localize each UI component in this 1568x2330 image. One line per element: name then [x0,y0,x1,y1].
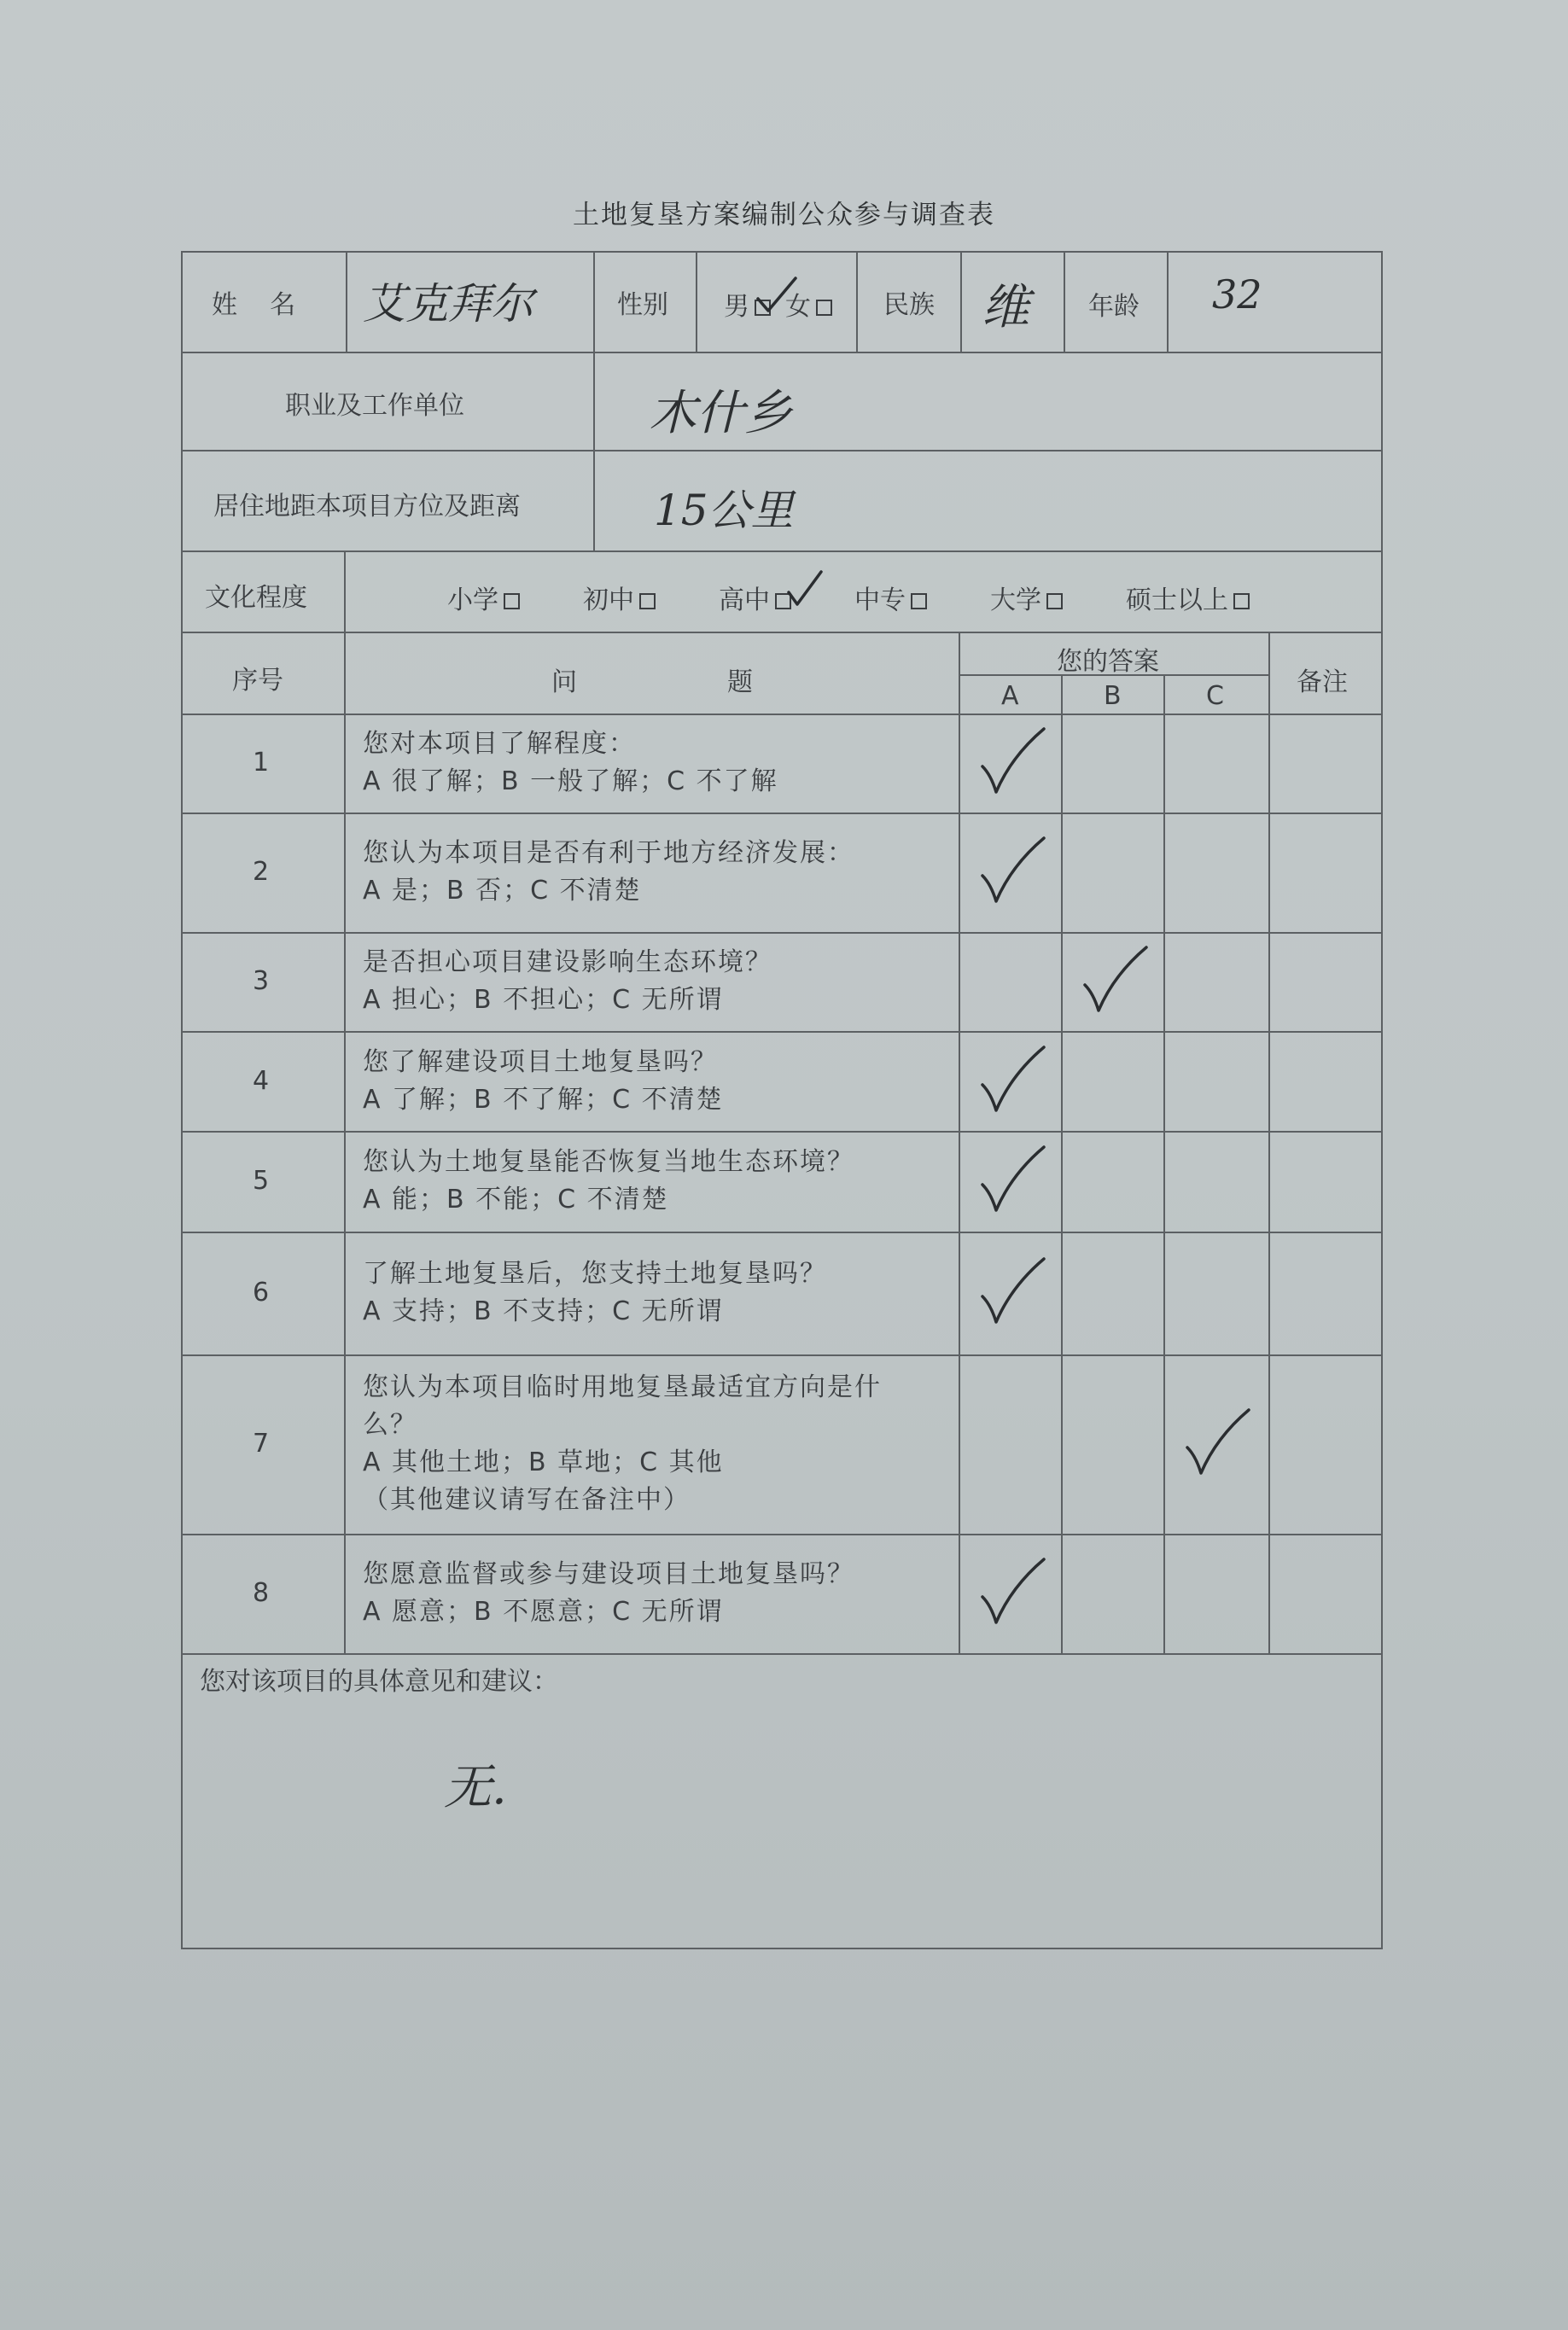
notes-header: 备注 [1297,667,1348,697]
rule [181,1653,1383,1655]
rule [1268,632,1270,1653]
gender-label: 性别 [617,290,668,320]
question-header-a: 问 [551,667,577,697]
answer-check-mark[interactable] [1076,941,1153,1017]
gender-female-checkbox[interactable] [816,300,832,316]
ethnic-label: 民族 [883,290,935,320]
suggestion-value[interactable]: 无. [444,1760,507,1815]
rule [960,251,962,352]
edu-option-label: 高中 [719,585,770,615]
col-a-header: A [1001,681,1019,711]
edu-option-label: 大学 [990,585,1041,615]
answer-check-mark[interactable] [1179,1403,1256,1480]
distance-label: 居住地距本项目方位及距离 [213,492,521,521]
edu-checkbox[interactable] [1046,593,1063,609]
question-text: A 其他土地；B 草地；C 其他 [363,1448,724,1477]
edu-checkbox[interactable] [504,593,520,609]
col-c-header: C [1206,681,1224,711]
question-text: A 支持；B 不支持；C 无所谓 [363,1296,724,1326]
name-value: 艾克拜尔 [363,279,533,329]
rule [856,251,858,352]
edu-option-junior[interactable] [583,579,656,616]
ethnic-value: 维 [982,280,1029,335]
answers-header: 您的答案 [1057,647,1159,677]
gender-female-label: 女 [785,292,811,322]
question-text: 您愿意监督或参与建设项目土地复垦吗？ [363,1559,854,1589]
rule [696,251,697,352]
gender-male-label: 男 [724,292,749,322]
question-text: 么？ [363,1410,417,1440]
rule [1381,251,1383,1949]
question-text: A 愿意；B 不愿意；C 无所谓 [363,1597,724,1627]
rule [1167,251,1169,352]
question-number: 1 [253,748,270,778]
edu-option-college[interactable] [990,579,1063,616]
question-text: A 是；B 否；C 不清楚 [363,876,642,906]
answer-check-mark[interactable] [974,722,1051,799]
name-label: 姓 名 [212,290,296,320]
question-text: 您了解建设项目土地复垦吗？ [363,1046,718,1077]
question-text: 您对本项目了解程度： [363,729,636,759]
rule [181,813,1383,814]
edu-option-vocational[interactable] [854,579,927,616]
rule [1163,674,1165,1653]
edu-senior-check-mark [784,567,826,615]
question-number: 4 [253,1065,270,1096]
rule [181,1232,1383,1233]
rule [181,450,1383,451]
question-text: A 很了解；B 一般了解；C 不了解 [363,766,778,796]
rule [1064,251,1065,352]
edu-option-label: 初中 [583,585,634,615]
edu-option-senior[interactable] [719,579,791,616]
rule [181,1031,1383,1033]
question-text: A 担心；B 不担心；C 无所谓 [363,985,724,1015]
question-text: A 了解；B 不了解；C 不清楚 [363,1084,724,1115]
rule [346,251,347,352]
edu-label: 文化程度 [205,583,307,613]
rule [181,714,1383,715]
question-text: 是否担心项目建设影响生态环境？ [363,947,772,977]
job-label: 职业及工作单位 [285,391,464,421]
question-text: 您认为本项目是否有利于地方经济发展： [363,838,854,868]
answer-check-mark[interactable] [974,1252,1051,1329]
rule [181,1131,1383,1133]
question-number: 2 [253,857,270,887]
distance-value: 15公里 [654,486,794,535]
edu-option-primary[interactable] [447,579,520,616]
answer-check-mark[interactable] [974,831,1051,908]
edu-option-label: 小学 [447,585,498,615]
question-number: 7 [253,1429,270,1459]
answer-check-mark[interactable] [974,1140,1051,1217]
age-label: 年龄 [1088,292,1140,322]
rule [344,550,346,632]
question-number: 5 [253,1166,270,1196]
question-text: 您认为本项目临时用地复垦最适宜方向是什 [363,1372,882,1402]
edu-checkbox[interactable] [639,593,656,609]
rule [181,251,183,1949]
rule [181,932,1383,934]
question-text: A 能；B 不能；C 不清楚 [363,1185,669,1215]
answer-check-mark[interactable] [974,1552,1051,1629]
question-text: 您认为土地复垦能否恢复当地生态环境？ [363,1147,854,1177]
col-b-header: B [1104,681,1122,711]
edu-option-label: 中专 [854,585,906,615]
rule [181,1948,1383,1949]
edu-option-master[interactable] [1126,579,1250,616]
question-text: （其他建议请写在备注中） [363,1485,691,1515]
question-number: 8 [253,1578,270,1608]
rule [181,632,1383,633]
rule [593,251,595,552]
form-title: 土地复垦方案编制公众参与调查表 [573,200,995,230]
rule [1061,674,1063,1653]
edu-option-label: 硕士以上 [1126,585,1228,615]
edu-checkbox[interactable] [1233,593,1250,609]
answer-check-mark[interactable] [974,1040,1051,1117]
rule [181,1354,1383,1356]
rule [181,550,1383,552]
edu-checkbox[interactable] [911,593,927,609]
index-header: 序号 [232,666,283,696]
question-text: 了解土地复垦后，您支持土地复垦吗？ [363,1259,827,1289]
rule [181,352,1383,353]
question-number: 3 [253,966,270,996]
question-number: 6 [253,1278,270,1308]
gender-male-check-mark [751,273,802,324]
rule [181,251,1383,253]
rule [344,632,346,1653]
suggestion-label: 您对该项目的具体意见和建议： [200,1667,558,1697]
rule [181,1534,1383,1535]
rule [959,632,960,1653]
job-value: 木什乡 [649,386,792,441]
question-header-b: 题 [727,667,753,697]
age-value: 32 [1212,271,1262,317]
